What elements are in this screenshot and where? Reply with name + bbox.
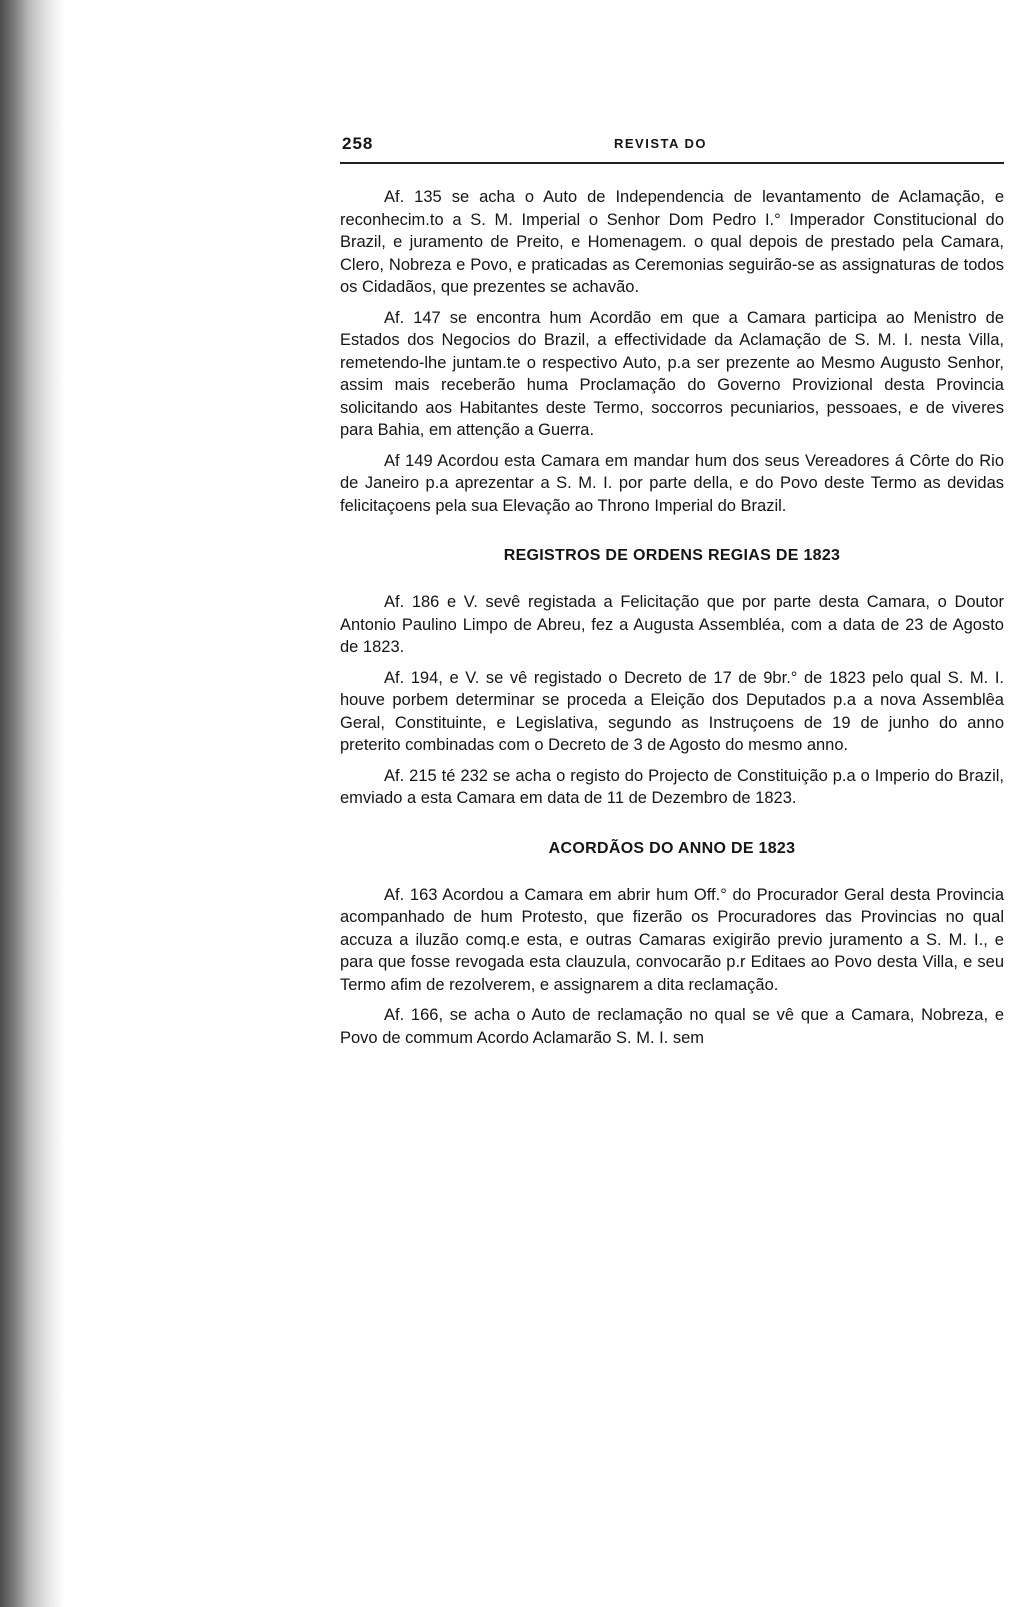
section-heading: ACORDÃOS DO ANNO DE 1823	[548, 839, 796, 857]
paragraph: Af. 147 se encontra hum Acordão em que a Camara participa ao Menistro de Estados dos Negocios do Brazil, a effectividade da Aclamação de S. M. I. nesta Villa, remetendo-lhe juntam.te o respectivo Auto, p.a ser prezente ao Mesmo Augusto Senhor, assim mais receberão huma Proclamação do Governo Provizional desta Provincia solicitando aos Habitantes deste Termo, soccorros pecuniarios, pessoaes, e de viveres para Bahia, em attenção a Guerra.	[340, 308, 1004, 439]
section-acordaos	[340, 840, 1004, 1050]
paragraph: Af. 135 se acha o Auto de Independencia de levantamento de Aclamação, e reconhecim.to a S. M. Imperial o Senhor Dom Pedro I.° Imperador Constitucional do Brazil, e juramento de Preito, e Homenagem. o qual depois de prestado pela Camara, Clero, Nobreza e Povo, e praticadas as Ceremonias seguirão-se as assignaturas de todos os Cidadãos, que prezentes se achavão.	[340, 188, 1004, 296]
section-intro	[340, 186, 1004, 517]
section-registros	[340, 547, 1004, 810]
paragraph: Af. 215 té 232 se acha o registo do Projecto de Constituição p.a o Imperio do Brazil, emviado a esta Camara em data de 11 de Dezembro de 1823.	[340, 766, 1004, 807]
paragraph: Af. 163 Acordou a Camara em abrir hum Off.° do Procurador Geral desta Provincia acompanhado de hum Protesto, que fizerão os Procuradores das Provincias no qual accuza a iluzão comq.e esta, e outras Camaras exigirão previo juramento a S. M. I., e para que fosse revogada esta clauzula, convocarão p.r Editaes ao Povo desta Villa, e seu Termo afim de rezolverem, e assignarem a dita reclamação.	[340, 885, 1004, 994]
paragraph: Af 149 Acordou esta Camara em mandar hum dos seus Vereadores á Côrte do Rio de Janeiro p.a aprezentar a S. M. I. por parte della, e do Povo deste Termo as devidas felicitaçoens pela sua Elevação ao Throno Imperial do Brazil.	[340, 451, 1004, 515]
running-head	[340, 128, 1004, 154]
paragraph: Af. 186 e V. sevê registada a Felicitação que por parte desta Camara, o Doutor Antonio Paulino Limpo de Abreu, fez a Augusta Assembléa, com a data de 23 de Agosto de 1823.	[340, 593, 1004, 656]
paragraph: Af. 166, se acha o Auto de reclamação no qual se vê que a Camara, Nobreza, e Povo de commum Acordo Aclamarão S. M. I. sem	[340, 1006, 1004, 1047]
page-number: 258	[342, 134, 374, 153]
document-page	[340, 128, 1004, 1057]
journal-title: REVISTA DO	[614, 136, 708, 151]
header-rule	[340, 162, 1004, 164]
scanned-binding-edge	[0, 0, 64, 1607]
paragraph: Af. 194, e V. se vê registado o Decreto de 17 de 9br.° de 1823 pelo qual S. M. I. houve porbem determinar se proceda a Eleição dos Deputados p.a a nova Assemblêa Geral, Constituinte, e Legislativa, segundo as Instruçoens de 19 de junho do anno preterito combinadas com o Decreto de 3 de Agosto do mesmo anno.	[340, 668, 1004, 754]
section-heading: REGISTROS DE ORDENS REGIAS DE 1823	[503, 547, 841, 564]
